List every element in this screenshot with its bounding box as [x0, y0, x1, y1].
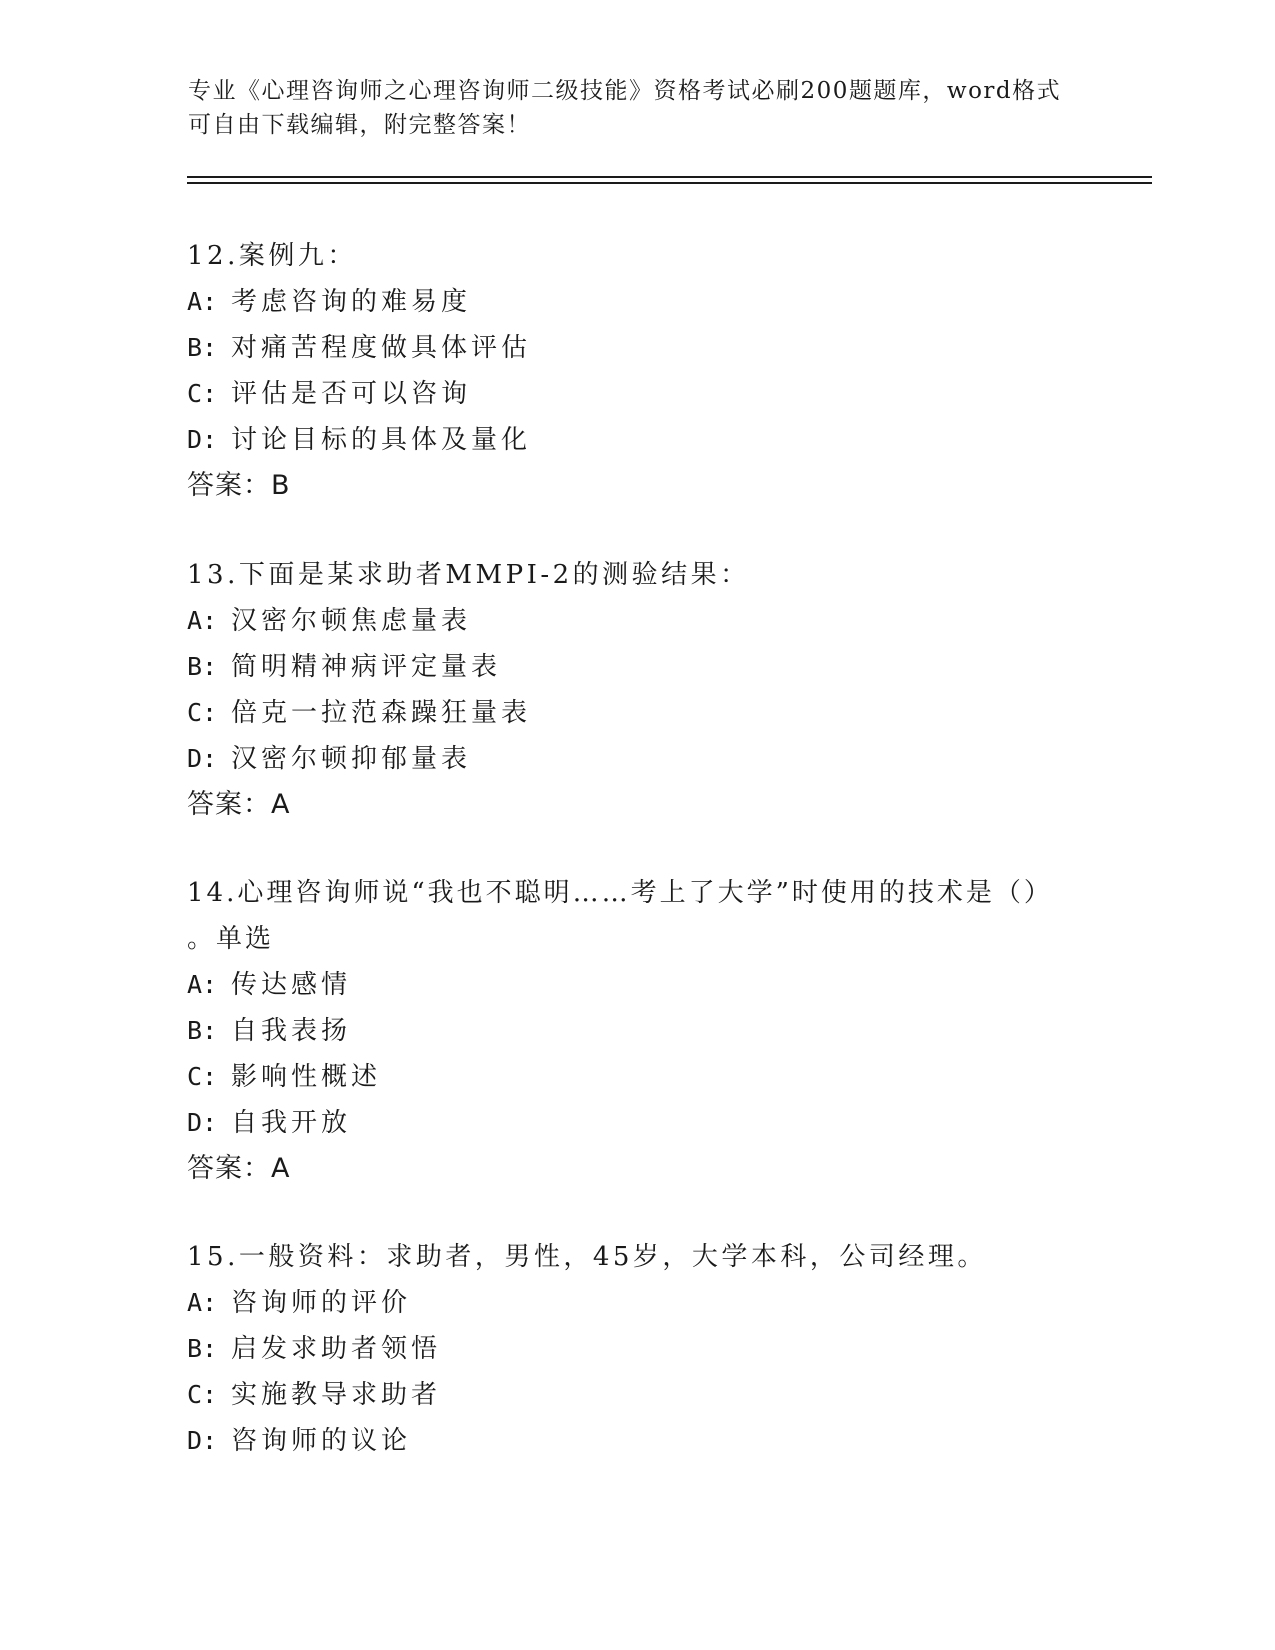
option-letter: A: — [187, 606, 218, 635]
option-text: 咨询师的议论 — [231, 1426, 412, 1456]
option-letter: B: — [187, 1016, 218, 1045]
option-b — [187, 325, 1087, 371]
answer-line: 答案：B — [187, 470, 291, 501]
question-stem-continued: 。单选 — [187, 924, 275, 954]
question-12 — [187, 233, 1087, 509]
option-letter: A: — [187, 970, 218, 999]
option-c — [187, 690, 1087, 736]
header-divider-top — [187, 176, 1152, 178]
document-header — [188, 74, 1088, 142]
header-divider-bottom — [187, 182, 1152, 184]
option-text: 汉密尔顿抑郁量表 — [231, 744, 472, 774]
option-c — [187, 1054, 1087, 1100]
option-letter: D: — [187, 744, 218, 773]
option-letter: A: — [187, 1288, 218, 1317]
option-a — [187, 279, 1087, 325]
option-letter: B: — [187, 333, 218, 362]
option-text: 简明精神病评定量表 — [231, 652, 502, 682]
option-letter: C: — [187, 1380, 218, 1409]
option-b — [187, 644, 1087, 690]
option-text: 自我开放 — [231, 1108, 352, 1138]
option-d — [187, 1418, 1087, 1464]
option-text: 影响性概述 — [231, 1062, 382, 1092]
option-text: 考虑咨询的难易度 — [231, 287, 472, 317]
question-stem: 13.下面是某求助者MMPI-2的测验结果： — [187, 560, 750, 590]
header-line-2: 可自由下载编辑，附完整答案！ — [188, 112, 531, 138]
answer-line: 答案：A — [187, 1153, 291, 1184]
question-stem: 12.案例九： — [187, 241, 357, 271]
option-c — [187, 371, 1087, 417]
option-c — [187, 1372, 1087, 1418]
option-letter: C: — [187, 379, 218, 408]
option-d — [187, 736, 1087, 782]
option-d — [187, 417, 1087, 463]
option-text: 倍克一拉范森躁狂量表 — [231, 698, 532, 728]
question-stem: 14.心理咨询师说“我也不聪明……考上了大学”时使用的技术是（） — [187, 878, 1053, 908]
option-d — [187, 1100, 1087, 1146]
option-text: 对痛苦程度做具体评估 — [231, 333, 532, 363]
question-stem: 15.一般资料：求助者，男性，45岁，大学本科，公司经理。 — [187, 1242, 987, 1272]
question-15 — [187, 1234, 1087, 1464]
option-text: 传达感情 — [231, 970, 352, 1000]
option-letter: A: — [187, 287, 218, 316]
option-a — [187, 962, 1087, 1008]
question-13 — [187, 552, 1087, 828]
option-b — [187, 1008, 1087, 1054]
option-letter: D: — [187, 1108, 218, 1137]
option-letter: C: — [187, 1062, 218, 1091]
option-letter: D: — [187, 1426, 218, 1455]
option-text: 讨论目标的具体及量化 — [231, 425, 532, 455]
option-text: 汉密尔顿焦虑量表 — [231, 606, 472, 636]
option-b — [187, 1326, 1087, 1372]
option-text: 实施教导求助者 — [231, 1380, 442, 1410]
option-letter: C: — [187, 698, 218, 727]
option-text: 咨询师的评价 — [231, 1288, 412, 1318]
option-letter: B: — [187, 1334, 218, 1363]
answer-line: 答案：A — [187, 789, 291, 820]
question-14 — [187, 870, 1087, 1192]
option-a — [187, 598, 1087, 644]
option-text: 自我表扬 — [231, 1016, 352, 1046]
header-line-1: 专业《心理咨询师之心理咨询师二级技能》资格考试必刷200题题库，word格式 — [188, 78, 1062, 104]
option-text: 启发求助者领悟 — [231, 1334, 442, 1364]
option-text: 评估是否可以咨询 — [231, 379, 472, 409]
option-letter: D: — [187, 425, 218, 454]
option-a — [187, 1280, 1087, 1326]
option-letter: B: — [187, 652, 218, 681]
